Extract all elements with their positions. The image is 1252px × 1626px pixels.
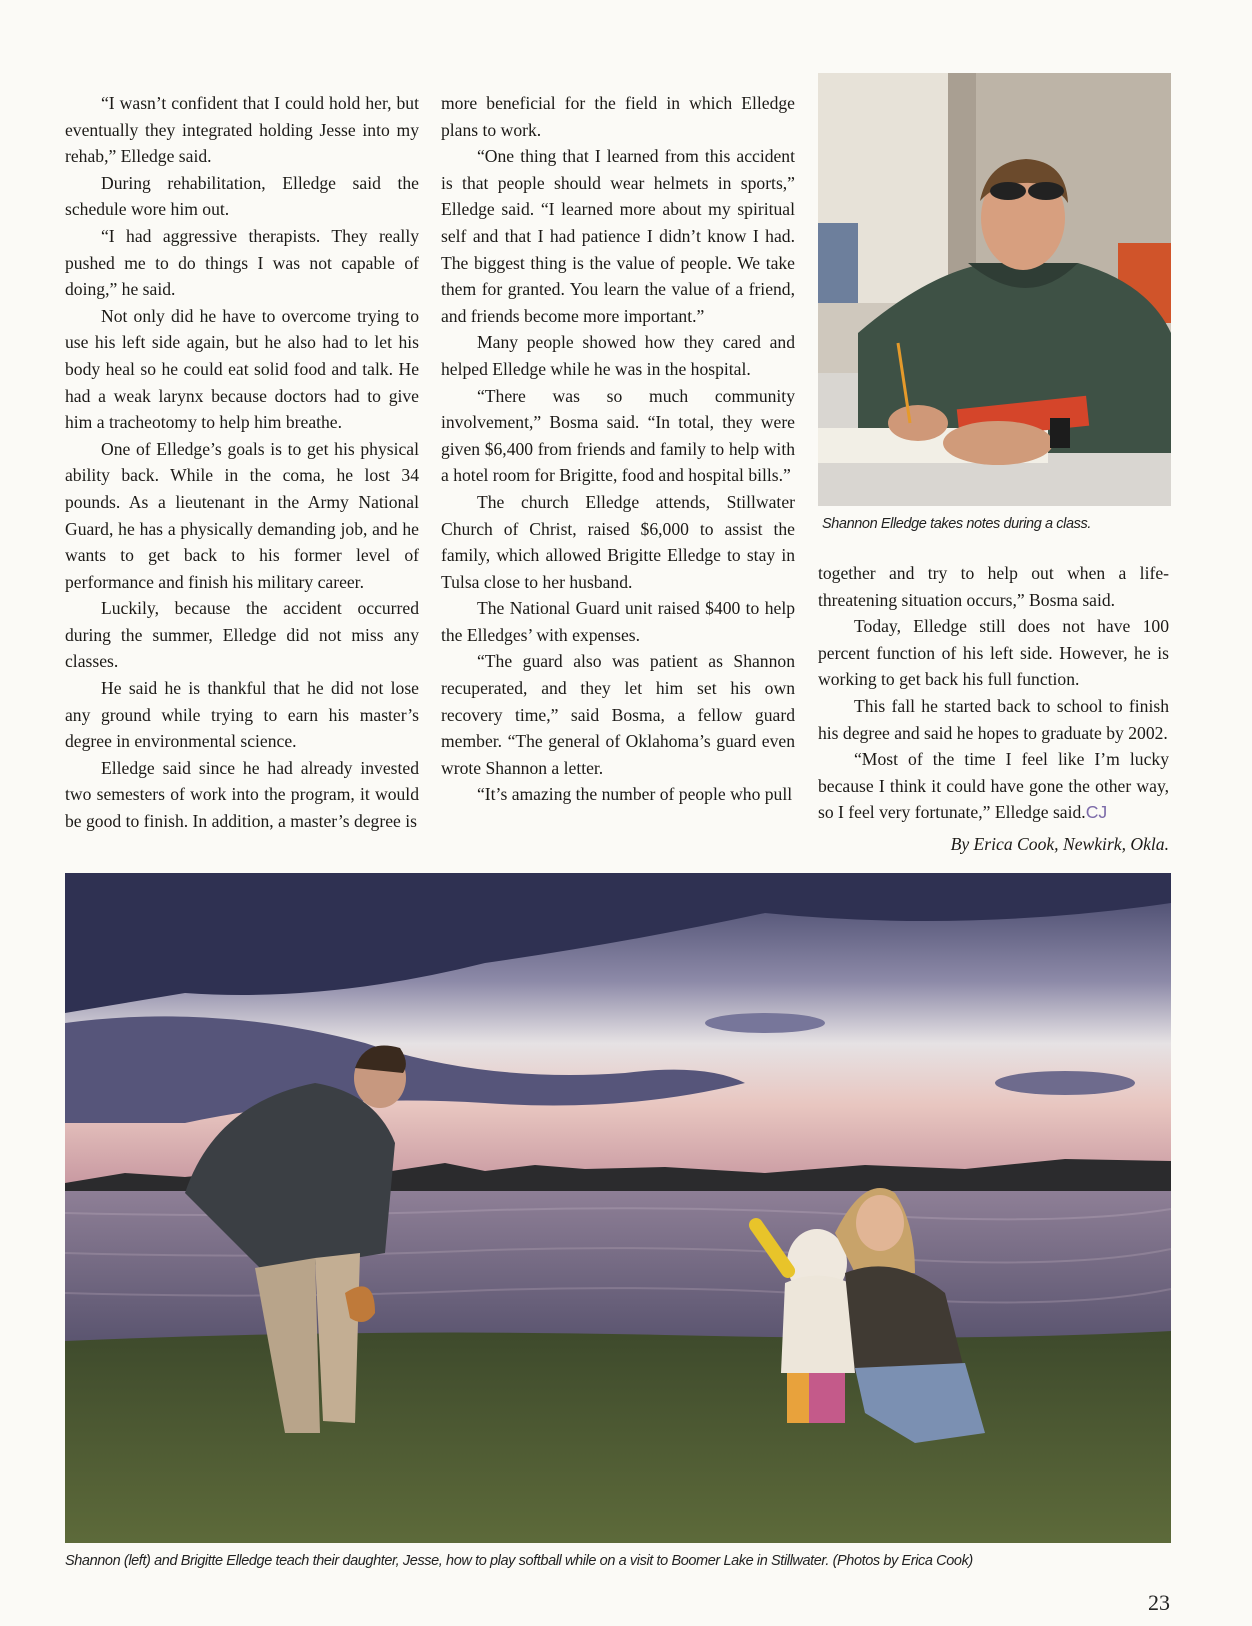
closing-paragraph (818, 746, 1169, 826)
article-column-2 (441, 90, 795, 808)
paragraph: Luckily, because the accident occurred during the summer, Elledge did not miss any classes. (65, 598, 419, 672)
paragraph-continued: together and try to help out when a life-threatening situation occurs,” Bosma said. (818, 563, 1169, 610)
closing-quote: “Most of the time I feel like I’m lucky because I think it could have gone the other way, so I feel very fortunate,” Elledge said. (818, 749, 1169, 823)
paragraph: “The guard also was patient as Shannon recuperated, and they let him set his own recovery time,” said Bosma, a fellow guard member. “The general of Oklahoma’s guard even wrote Shannon a letter. (441, 651, 795, 778)
paragraph-continued: more beneficial for the field in which Elledge plans to work. (441, 93, 795, 140)
lake-family-photo (65, 873, 1171, 1543)
paragraph: Many people showed how they cared and helped Elledge while he was in the hospital. (441, 332, 795, 379)
page-number: 23 (1148, 1590, 1170, 1615)
paragraph: The National Guard unit raised $400 to help the Elledges’ with expenses. (441, 598, 795, 645)
paragraph: “It’s amazing the number of people who pull (477, 784, 793, 805)
byline: By Erica Cook, Newkirk, Okla. (950, 834, 1169, 854)
classroom-photo (818, 73, 1171, 506)
paragraph: Not only did he have to overcome trying to use his left side again, but he also had to let his body heal so he could eat solid food and talk. He had a weak larynx because doctors had to give him a tracheotomy to help him breathe. (65, 305, 419, 433)
paragraph: “I wasn’t confident that I could hold her, but eventually they integrated holding Jesse into my rehab,” Elledge said. (65, 93, 419, 167)
paragraph: Today, Elledge still does not have 100 percent function of his left side. However, he is working to get back his full function. (818, 616, 1169, 690)
paragraph: He said he is thankful that he did not lose any ground while trying to earn his master’s degree in environmental science. (65, 678, 419, 752)
paragraph: “There was so much community involvement,” Bosma said. “In total, they were given $6,400 from friends and family to help with a hotel room for Brigitte, food and hospital bills.” (441, 385, 795, 486)
article-column-3 (818, 560, 1169, 826)
paragraph: The church Elledge attends, Stillwater Church of Christ, raised $6,000 to assist the family, which allowed Brigitte Elledge to stay in Tulsa close to her husband. (441, 491, 795, 592)
photo-caption: Shannon Elledge takes notes during a class. (822, 516, 1091, 532)
paragraph: This fall he started back to school to finish his degree and said he hopes to graduate by 2002. (818, 695, 1169, 743)
paragraph: “I had aggressive therapists. They really pushed me to do things I was not capable of doing,” he said. (65, 225, 419, 300)
paragraph: One of Elledge’s goals is to get his physical ability back. While in the coma, he lost 34 pounds. As a lieutenant in the Army National Guard, he has a physically demanding job, and he wants to get back to his former level of performance and finish his military career. (65, 438, 419, 592)
paragraph: During rehabilitation, Elledge said the schedule wore him out. (65, 172, 419, 220)
paragraph: “One thing that I learned from this accident is that people should wear helmets in sports,” Elledge said. “I learned more about my spiritual self and that I had patience I didn’t know I had. The biggest thing is the value of people. We take them for granted. You learn the value of a friend, and friends become more important.” (441, 146, 795, 326)
paragraph: Elledge said since he had already invested two semesters of work into the program, it would be good to finish. In addition, a master’s degree is (65, 757, 419, 832)
photo-caption: Shannon (left) and Brigitte Elledge teach their daughter, Jesse, how to play softball while on a visit to Boomer Lake in Stillwater. (Photos by Erica Cook) (65, 1553, 973, 1569)
end-mark: CJ (1085, 802, 1108, 823)
article-column-1 (65, 90, 419, 835)
